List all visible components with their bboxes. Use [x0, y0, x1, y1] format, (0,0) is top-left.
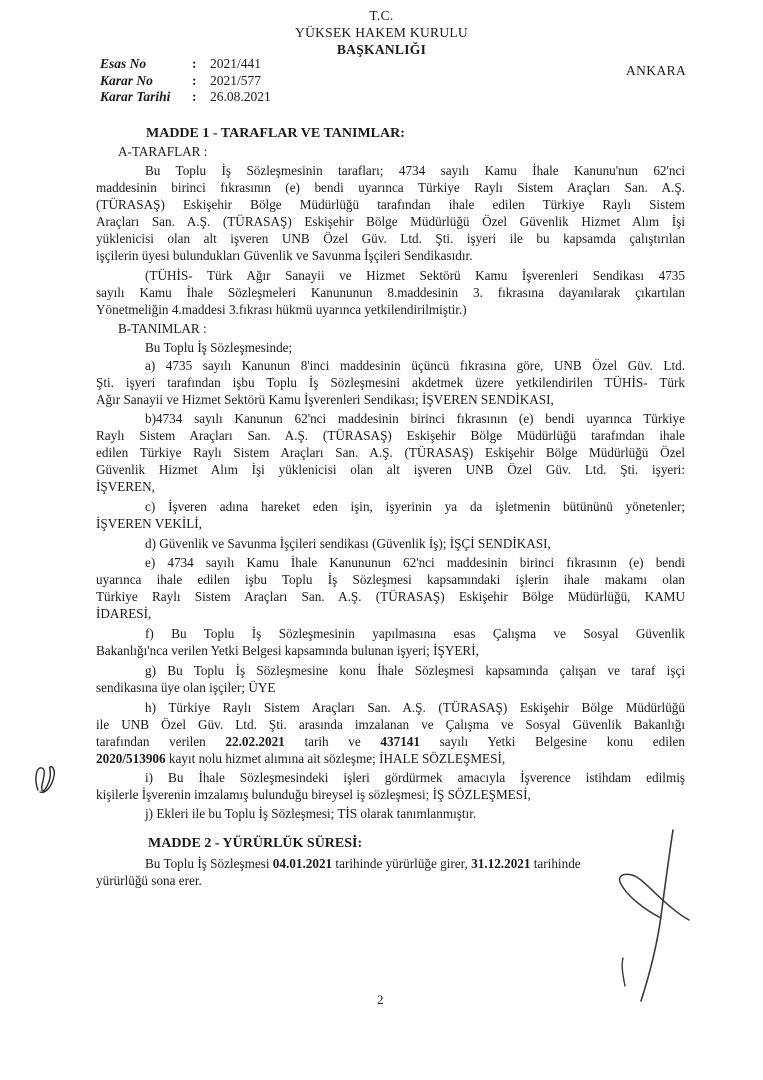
a-p1-line: (TÜRASAŞ) Eskişehir Bölge Müdürlüğü tarafından ihale edilen Türkiye Raylı Sistem	[96, 197, 685, 212]
item-a-line: a) 4735 sayılı Kanunun 8'inci maddesinin üçüncü fıkrasına göre, UNB Özel Güv. Ltd.	[145, 358, 685, 373]
m2-post: tarihinde	[530, 856, 581, 871]
m2-mid: tarihinde yürürlüğe girer,	[332, 856, 472, 871]
karar-value: 2021/577	[210, 72, 262, 88]
a-p2-line: (TÜHİS- Türk Ağır Sanayii ve Hizmet Sektörü Kamu İşverenleri Sendikası 4735	[145, 268, 685, 283]
h-l3-post: sayılı Yetki Belgesine konu edilen	[439, 734, 685, 749]
item-d-line: d) Güvenlik ve Savunma İşçileri sendikası (Güvenlik İş); İŞÇİ SENDİKASI,	[145, 536, 551, 551]
colon: :	[192, 72, 197, 88]
item-h-line: ile UNB Özel Güv. Ltd. Şti. arasında imzalanan ve Çalışma ve Sosyal Güvenlik Bakanlığı	[96, 717, 685, 732]
tarih-value: 26.08.2021	[210, 89, 271, 104]
a-p2-line: Yönetmeliğin 4.maddesi 3.fıkrası hükmü uyarınca yetkilendirilmiştir.)	[96, 302, 467, 317]
h-l4-post: kayıt nolu hizmet alımına ait sözleşme; İHALE SÖZLEŞMESİ,	[165, 751, 506, 766]
handwritten-initial-mark	[30, 760, 62, 798]
city: ANKARA	[626, 63, 687, 78]
handwritten-signature-mark	[585, 826, 700, 1006]
karar-label: Karar No	[100, 72, 153, 88]
a-taraflar-heading: A-TARAFLAR :	[118, 144, 208, 159]
tarih-label: Karar Tarihi	[100, 89, 171, 104]
h-l3-num: 437141	[380, 734, 420, 749]
m2-pre: Bu Toplu İş Sözleşmesi	[145, 856, 273, 871]
item-g-line: g) Bu Toplu İş Sözleşmesine konu İhale Sözleşmesi kapsamında çalışan ve taraf işçi	[145, 663, 685, 678]
item-h-line: h) Türkiye Raylı Sistem Araçları San. A.Ş. (TÜRASAŞ) Eskişehir Bölge Müdürlüğü	[145, 700, 685, 715]
item-e-line: İDARESİ,	[96, 606, 152, 621]
colon: :	[192, 56, 197, 71]
item-e-line: uyarınca ihale edilen işbu Toplu İş Sözleşmesi kapsamındaki işlerin ihale makamı olan	[96, 572, 685, 587]
item-c-line: İŞVEREN VEKİLİ,	[96, 516, 202, 531]
item-a-line: Ağır Sanayii ve Hizmet Sektörü Kamu İşverenleri Sendikası; İŞVEREN SENDİKASI,	[96, 392, 554, 407]
item-e-line: e) 4734 sayılı Kamu İhale Kanununun 62'nci maddesinin birinci fıkrasının (e) bendi	[145, 555, 685, 570]
m2-start-date: 04.01.2021	[272, 856, 333, 871]
a-p2-line: sayılı Kamu İhale Sözleşmeleri Kanununun 8.maddesinin 3. fıkrasına dayanılarak çıkartılan	[96, 285, 685, 300]
a-p1-line: Araçları San. A.Ş. (TÜRASAŞ) Eskişehir Bölge Müdürlüğü Özel Güvenlik Hizmet Alım İşi	[96, 214, 685, 229]
item-j-line: j) Ekleri ile bu Toplu İş Sözleşmesi; TİS olarak tanımlanmıştır.	[145, 806, 477, 821]
a-p1-line: Bu Toplu İş Sözleşmesinin tarafları; 4734 sayılı Kamu İhale Kanunu'nun 62'nci	[145, 163, 685, 178]
b-intro: Bu Toplu İş Sözleşmesinde;	[145, 340, 293, 355]
m2-end-date: 31.12.2021	[471, 856, 531, 871]
item-i-line: kişilerle İşverenin imzalamış bulunduğu bireysel iş sözleşmesi; İŞ SÖZLEŞMESİ,	[96, 787, 531, 802]
item-c-line: c) İşveren adına hareket eden işin, işyerinin ya da işletmenin bütününü yönetenler;	[145, 499, 685, 514]
item-g-line: sendikasına üye olan işçiler; ÜYE	[96, 680, 276, 695]
colon: :	[192, 89, 197, 104]
h-l3-date: 22.02.2021	[225, 734, 285, 749]
a-p1-line: yüklenicisi olan alt işveren UNB Özel Güv. Ltd. Şti. işyeri ile bu kapsamda çalıştırılan	[96, 231, 685, 246]
madde1-title: MADDE 1 - TARAFLAR VE TANIMLAR:	[146, 126, 405, 141]
a-p1-line: işçilerin üyesi bulundukları Güvenlik ve Savunma İşçileri Sendikasıdır.	[96, 248, 473, 263]
item-h-line	[96, 734, 685, 749]
page-number: 2	[377, 992, 384, 1007]
madde2-line1	[145, 856, 581, 871]
h-l4-num: 2020/513906	[96, 751, 166, 766]
h-l3-pre: tarafından verilen	[96, 734, 206, 749]
item-b-line: İŞVEREN,	[96, 479, 155, 494]
a-p1-line: maddesinin birinci fıkrasının (e) bendi uyarınca Türkiye Raylı Sistem Araçları San. A.Ş.	[96, 180, 685, 195]
item-b-line: Raylı Sistem Araçları San. A.Ş. (TÜRASAŞ) Eskişehir Bölge Müdürlüğü tarafından ihale	[96, 428, 685, 443]
esas-value: 2021/441	[210, 56, 262, 71]
header-tc: T.C.	[369, 8, 394, 23]
h-l3-mid: tarih ve	[304, 734, 361, 749]
case-meta	[100, 56, 271, 106]
header-department: BAŞKANLIĞI	[336, 42, 427, 57]
item-i-line: i) Bu İhale Sözleşmesindeki işleri gördürmek amacıyla İşverence istihdam edilmiş	[145, 770, 685, 785]
item-f-line: f) Bu Toplu İş Sözleşmesinin yapılmasına esas Çalışma ve Sosyal Güvenlik	[145, 626, 685, 641]
esas-label: Esas No	[100, 56, 147, 71]
madde2-title: MADDE 2 - YÜRÜRLÜK SÜRESİ:	[148, 836, 363, 851]
item-a-line: Şti. işyeri tarafından işbu Toplu İş Sözleşmesini akdetmek üzere yetkilendirilen TÜHİS- Türk	[96, 375, 685, 390]
header-institution: YÜKSEK HAKEM KURULU	[295, 25, 468, 40]
item-b-line: Güvenlik Hizmet Alım İşi yüklenicisi olan alt işveren UNB Özel Güv. Ltd. Şti. işyeri:	[96, 462, 685, 477]
item-e-line: Türkiye Raylı Sistem Araçları San. A.Ş. (TÜRASAŞ) Eskişehir Bölge Müdürlüğü, KAMU	[96, 589, 685, 604]
madde2-line2: yürürlüğü sona erer.	[96, 873, 202, 888]
item-b-line: edilen Türkiye Raylı Sistem Araçları San. A.Ş. (TÜRASAŞ) Eskişehir Bölge Müdürlüğü Özel	[96, 445, 685, 460]
item-b-line: b)4734 sayılı Kanunun 62'nci maddesinin birinci fıkrasının (e) bendi uyarınca Türkiye	[145, 411, 685, 426]
item-h-line	[96, 751, 505, 766]
item-f-line: Bakanlığı'nca verilen Yetki Belgesi kapsamında bulunan işyeri; İŞYERİ,	[96, 643, 479, 658]
b-tanimlar-heading: B-TANIMLAR :	[118, 321, 207, 336]
